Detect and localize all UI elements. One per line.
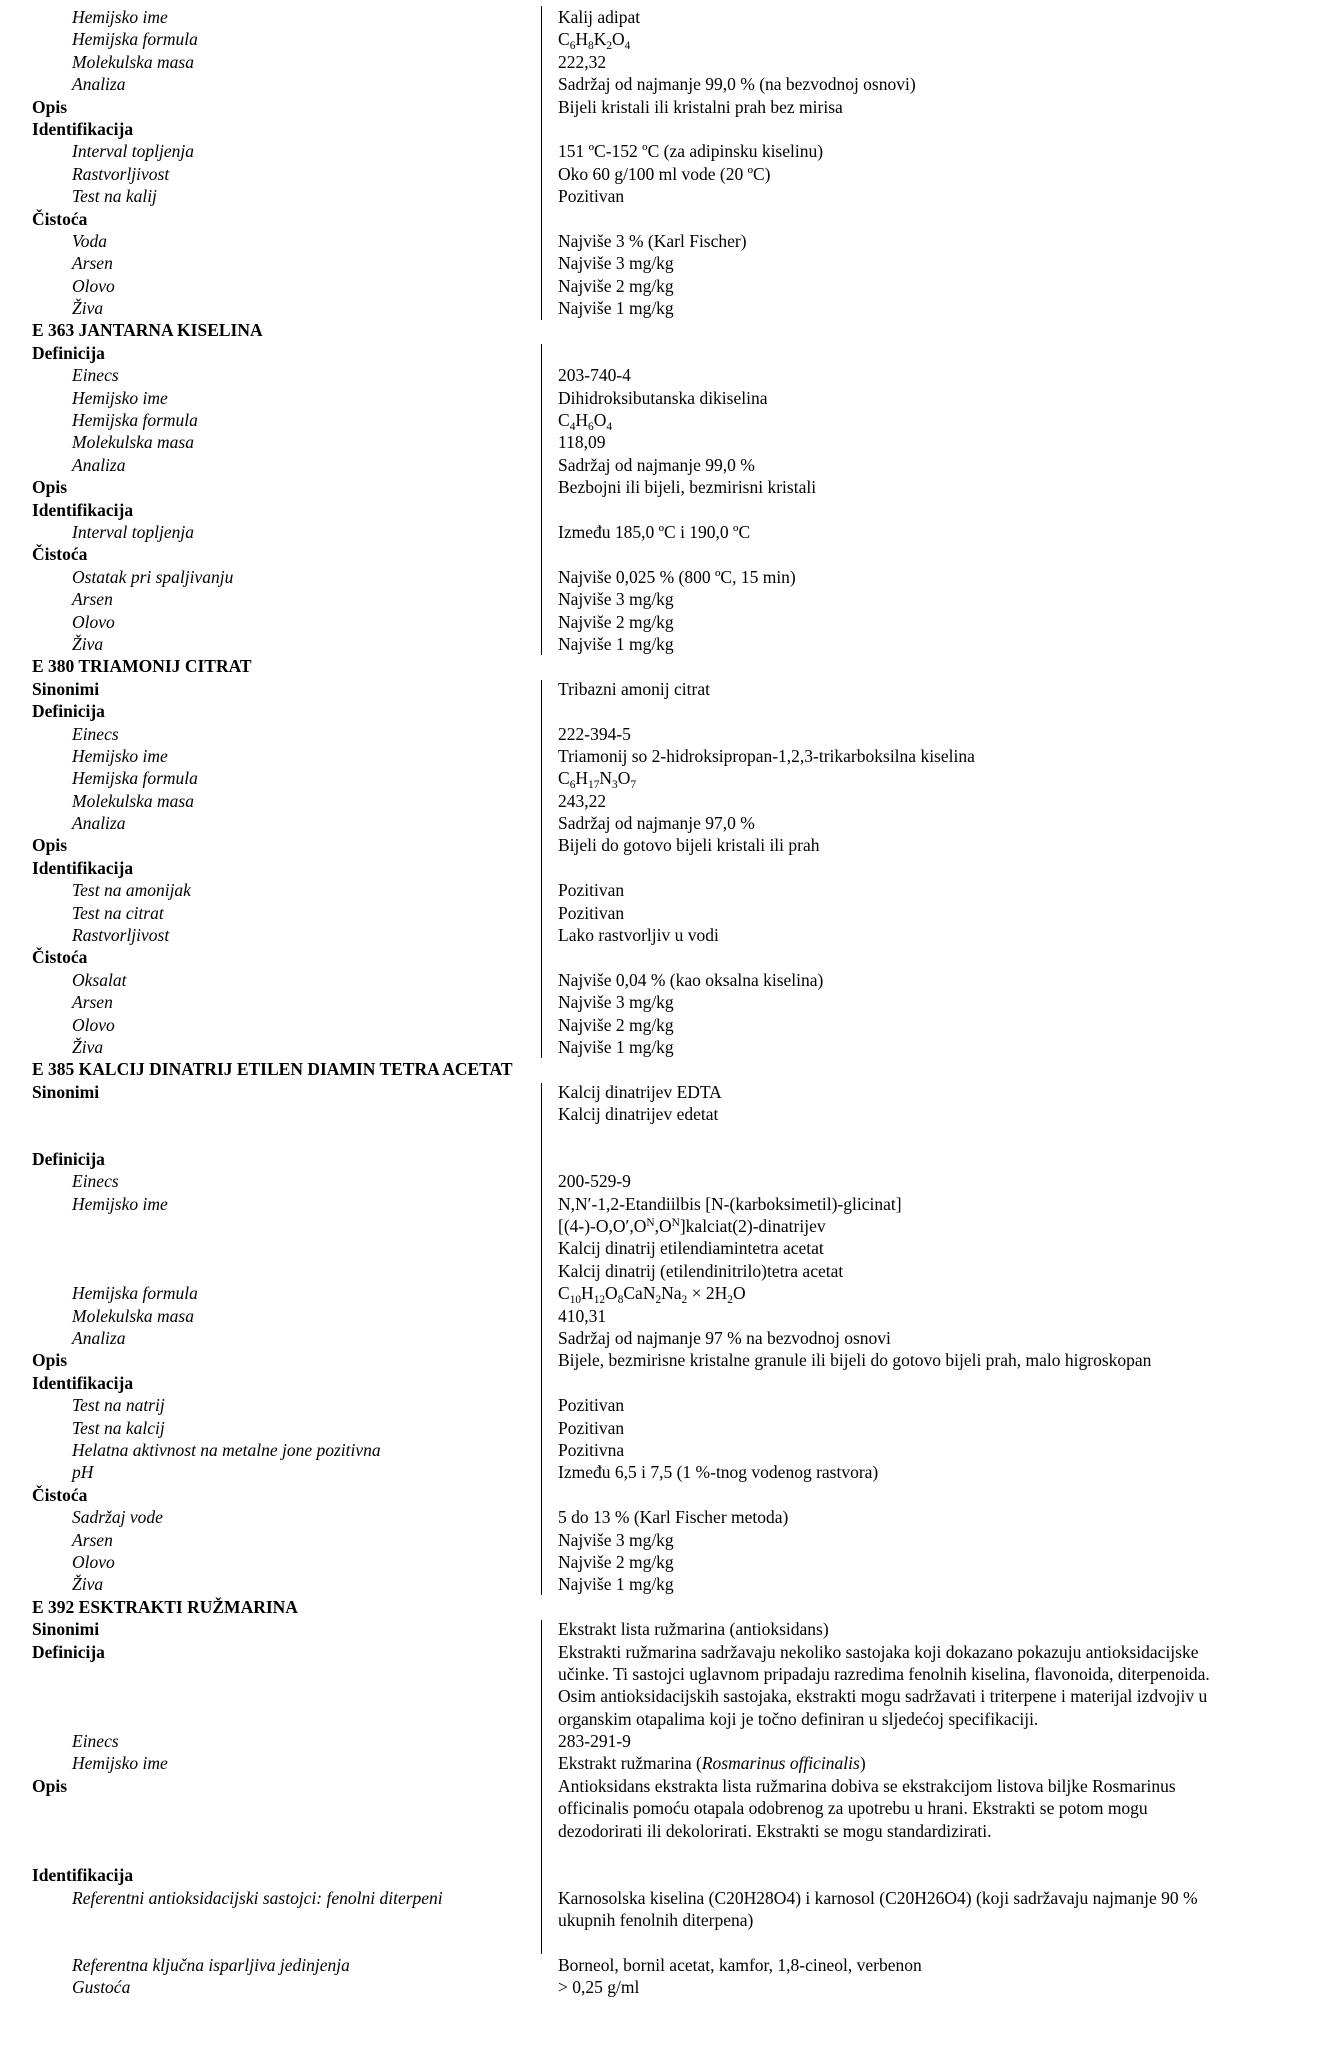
block-e385 <box>0 1081 1340 1596</box>
spec-row <box>0 1282 1340 1307</box>
paragraph-value: Antioksidans ekstrakta lista ružmarina dobiva se ekstrakcijom listova biljke Rosmarinus officinalis pomoću otapala odobrenog za upotrebu u hrani. Ekstrakti se potom mogu dezodorirati ili dekolorirati. Ekstrakti se mogu standardizirati. <box>558 1775 1176 1841</box>
row-value: Tribazni amonij citrat <box>558 678 710 699</box>
spec-row <box>0 1036 1340 1058</box>
spec-row <box>0 834 1340 856</box>
formula-value: $C_4H_6O_4$ <box>558 410 613 433</box>
row-value: Bijeli kristali ili kristalni prah bez mirisa <box>558 96 843 117</box>
spec-row <box>0 991 1340 1013</box>
spec-row <box>0 1349 1340 1371</box>
row-label: Sinonimi <box>32 1619 100 1640</box>
spec-row <box>0 118 1340 140</box>
formula-value: $C_6H_8K_2O_4$ <box>558 29 631 53</box>
row-value: Borneol, bornil acetat, kamfor, 1,8-cineol, verbenon <box>558 1954 922 1975</box>
spec-row <box>0 454 1340 476</box>
spec-row <box>0 1887 1340 1954</box>
spec-row <box>0 364 1340 386</box>
row-label: Oksalat <box>72 969 127 990</box>
spec-row <box>0 499 1340 521</box>
row-value: Kalij adipat <box>558 7 641 27</box>
spec-row <box>0 1193 1340 1215</box>
row-label: Einecs <box>72 1171 119 1192</box>
spec-row <box>0 387 1340 409</box>
row-label: Ostatak pri spaljivanju <box>72 566 234 587</box>
row-label: Hemijsko ime <box>72 387 168 408</box>
spec-row <box>0 1126 1340 1148</box>
spec-row <box>0 879 1340 901</box>
row-label: Hemijsko ime <box>72 7 168 27</box>
formula-value: $[(4-)-O,O',O^N,O^N]kalciat(2)$-dinatrijev <box>558 1216 826 1237</box>
spec-row <box>0 1237 1340 1259</box>
spec-row <box>0 1081 1340 1103</box>
row-value <box>558 700 1294 722</box>
row-label: Definicija <box>32 1641 105 1662</box>
row-label: Opis <box>32 835 68 856</box>
spec-row <box>0 51 1340 73</box>
spec-row <box>0 1103 1340 1125</box>
spec-row <box>0 1752 1340 1774</box>
row-value: 222,32 <box>558 51 607 72</box>
spec-row <box>0 543 1340 565</box>
row-value <box>558 946 1294 968</box>
row-value: 243,22 <box>558 790 607 811</box>
row-label: Olovo <box>72 275 115 296</box>
row-label: Opis <box>32 1350 68 1371</box>
row-value <box>558 1148 1294 1170</box>
row-label: Analiza <box>72 813 126 834</box>
row-label: Živa <box>72 298 104 319</box>
spec-row <box>0 611 1340 633</box>
spec-row <box>0 252 1340 274</box>
spec-row <box>0 1014 1340 1036</box>
spec-row <box>0 969 1340 991</box>
spec-row <box>0 924 1340 946</box>
row-value: Bijele, bezmirisne kristalne granule ili bijeli do gotovo bijeli prah, malo higroskopan <box>558 1350 1152 1371</box>
spec-row <box>0 946 1340 968</box>
row-value: 283-291-9 <box>558 1731 631 1752</box>
row-value: Najviše 2 mg/kg <box>558 1014 674 1035</box>
row-label: Rastvorljivost <box>72 163 170 184</box>
block-e363 <box>0 342 1340 655</box>
row-label: Gustoća <box>72 1977 131 1998</box>
row-value: 118,09 <box>558 432 606 453</box>
row-value: 410,31 <box>558 1305 607 1326</box>
spec-row <box>0 521 1340 543</box>
row-value <box>558 118 1294 140</box>
row-value: Sadržaj od najmanje 97 % na bezvodnoj osnovi <box>558 1328 891 1349</box>
spec-row <box>0 812 1340 834</box>
row-label: Opis <box>32 477 68 498</box>
row-label: Olovo <box>72 1014 115 1035</box>
row-label: Interval topljenja <box>72 141 194 162</box>
paragraph-value: Karnosolska kiselina (C20H28O4) i karnosol (C20H26O4) (koji sadržavaju najmanje 90 % ukupnih fenolnih diterpena) <box>558 1887 1198 1931</box>
row-label: Analiza <box>72 1328 126 1349</box>
row-label: Živa <box>72 1574 104 1595</box>
spec-row <box>0 767 1340 792</box>
row-label: Identifikacija <box>32 118 134 139</box>
row-label: Rastvorljivost <box>72 925 170 946</box>
block-e380 <box>0 678 1340 1059</box>
row-value: Bijeli do gotovo bijeli kristali ili prah <box>558 835 820 856</box>
spec-row <box>0 275 1340 297</box>
row-label: Identifikacija <box>32 499 134 520</box>
spec-row <box>0 208 1340 230</box>
block-e392 <box>0 1618 1340 1999</box>
row-label: Hemijska formula <box>72 1283 198 1304</box>
row-value <box>558 1372 1294 1394</box>
row-value: Između 6,5 i 7,5 (1 %-tnog vodenog rastvora) <box>558 1462 879 1483</box>
row-value: Kalcij dinatrij (etilendinitrilo)tetra acetat <box>558 1260 844 1281</box>
row-value: Oko 60 g/100 ml vode (20 ºC) <box>558 163 771 184</box>
spec-row <box>0 1215 1340 1237</box>
spec-row <box>0 633 1340 655</box>
row-value: Lako rastvorljiv u vodi <box>558 925 719 946</box>
spec-row <box>0 1170 1340 1192</box>
spec-row <box>0 1954 1340 1976</box>
row-value: Najviše 1 mg/kg <box>558 1574 674 1595</box>
row-value <box>558 1484 1294 1506</box>
row-value: Kalcij dinatrijev EDTA <box>558 1081 722 1102</box>
spec-row <box>0 185 1340 207</box>
row-value <box>558 543 1294 565</box>
spec-row <box>0 1327 1340 1349</box>
spec-row <box>0 1573 1340 1595</box>
row-label: Identifikacija <box>32 857 134 878</box>
row-label: Identifikacija <box>32 1865 134 1886</box>
row-value: Najviše 3 mg/kg <box>558 1529 674 1550</box>
spec-row <box>0 1394 1340 1416</box>
row-label: Čistoća <box>32 208 88 229</box>
row-label: Molekulska masa <box>72 432 194 453</box>
spec-row <box>0 1551 1340 1573</box>
row-label: Olovo <box>72 611 115 632</box>
row-value: Najviše 2 mg/kg <box>558 611 674 632</box>
spec-row <box>0 1372 1340 1394</box>
row-value: Sadržaj od najmanje 97,0 % <box>558 813 755 834</box>
row-label: Analiza <box>72 454 126 475</box>
row-value: Najviše 0,04 % (kao oksalna kiselina) <box>558 969 824 990</box>
section-heading: E 363 JANTARNA KISELINA <box>32 320 263 341</box>
row-label: Molekulska masa <box>72 790 194 811</box>
row-label: Opis <box>32 96 68 117</box>
row-value: 203-740-4 <box>558 365 631 386</box>
row-value: 5 do 13 % (Karl Fischer metoda) <box>558 1507 789 1528</box>
spec-row <box>0 297 1340 319</box>
spec-row <box>0 140 1340 162</box>
row-value: Kalcij dinatrij etilendiamintetra acetat <box>558 1238 824 1259</box>
row-value: Sadržaj od najmanje 99,0 % <box>558 454 755 475</box>
row-value: Najviše 3 mg/kg <box>558 992 674 1013</box>
row-label: Analiza <box>72 74 126 95</box>
row-label: Hemijska formula <box>72 768 198 789</box>
row-label: Sinonimi <box>32 678 100 699</box>
row-label: Test na kalij <box>72 186 157 207</box>
spec-row <box>0 790 1340 812</box>
row-value: Između 185,0 ºC i 190,0 ºC <box>558 521 751 542</box>
spec-row <box>0 1148 1340 1170</box>
row-label: Sadržaj vode <box>72 1507 163 1528</box>
row-label: Arsen <box>72 992 113 1013</box>
row-value: Ekstrakt ružmarina (Rosmarinus officinalis) <box>558 1753 866 1774</box>
row-label: Hemijsko ime <box>72 1193 168 1214</box>
row-label: Definicija <box>32 701 105 722</box>
spec-row <box>0 96 1340 118</box>
row-label: Einecs <box>72 1731 119 1752</box>
spec-row <box>0 1305 1340 1327</box>
row-label: Olovo <box>72 1551 115 1572</box>
formula-value: $C_6H_{17}N_3O_7$ <box>558 768 637 792</box>
row-label: Voda <box>72 230 107 251</box>
row-value: Pozitivna <box>558 1440 625 1460</box>
row-value: Najviše 2 mg/kg <box>558 275 674 296</box>
spec-row <box>0 28 1340 53</box>
row-value <box>558 857 1294 879</box>
section-heading: E 380 TRIAMONIJ CITRAT <box>32 656 252 677</box>
spec-row <box>0 1976 1340 1998</box>
row-value <box>558 1126 1294 1148</box>
row-value: 222-394-5 <box>558 723 631 744</box>
section-heading: E 385 KALCIJ DINATRIJ ETILEN DIAMIN TETRA ACETAT <box>32 1059 513 1080</box>
spec-row <box>0 678 1340 700</box>
row-label: Hemijsko ime <box>72 1753 168 1774</box>
section-heading: E 392 ESKTRAKTI RUŽMARINA <box>32 1596 298 1617</box>
row-label: Test na citrat <box>72 902 164 923</box>
row-value: Pozitivan <box>558 1395 625 1416</box>
row-label: Opis <box>32 1775 68 1796</box>
spec-row <box>0 73 1340 95</box>
spec-row <box>0 6 1340 28</box>
row-label: Živa <box>72 633 104 654</box>
row-label: Interval topljenja <box>72 521 194 542</box>
row-label: Arsen <box>72 1529 113 1550</box>
spec-row <box>0 1618 1340 1640</box>
spec-row <box>0 1506 1340 1528</box>
spec-row <box>0 1529 1340 1551</box>
row-value: Najviše 2 mg/kg <box>558 1551 674 1572</box>
spec-row <box>0 1260 1340 1282</box>
spec-row <box>0 1484 1340 1506</box>
row-value: Pozitivan <box>558 880 625 901</box>
row-label: Molekulska masa <box>72 1305 194 1326</box>
spec-row <box>0 1439 1340 1461</box>
spec-row <box>0 409 1340 431</box>
row-value <box>558 208 1294 230</box>
row-label: Živa <box>72 1036 104 1057</box>
row-value: Bezbojni ili bijeli, bezmirisni kristali <box>558 477 817 498</box>
row-value: 200-529-9 <box>558 1171 631 1192</box>
row-label: Referentna ključna isparljiva jedinjenja <box>72 1954 350 1975</box>
spec-row <box>0 700 1340 722</box>
spec-row <box>0 745 1340 767</box>
row-label: Einecs <box>72 723 119 744</box>
row-label: Arsen <box>72 253 113 274</box>
spec-row <box>0 1461 1340 1483</box>
row-value: Najviše 3 % (Karl Fischer) <box>558 230 747 251</box>
row-label: Definicija <box>32 342 105 363</box>
row-label: Čistoća <box>32 947 88 968</box>
row-label: Molekulska masa <box>72 51 194 72</box>
row-value: Triamonij so 2-hidroksipropan-1,2,3-trikarboksilna kiselina <box>558 745 975 766</box>
row-value: Najviše 1 mg/kg <box>558 1036 674 1057</box>
row-label: Sinonimi <box>32 1081 100 1102</box>
row-label: Hemijska formula <box>72 410 198 431</box>
row-value <box>558 499 1294 521</box>
spec-row <box>0 1641 1340 1731</box>
row-label: Helatna aktivnost na metalne jone pozitivna <box>72 1440 381 1460</box>
formula-value: $C_{10}H_{12}O_8CaN_2Na_2 \times 2H_2O$ <box>558 1283 746 1307</box>
row-label: Referentni antioksidacijski sastojci: fenolni diterpeni <box>72 1887 443 1908</box>
row-label: Test na amonijak <box>72 880 191 901</box>
spec-row <box>0 163 1340 185</box>
row-value: Najviše 3 mg/kg <box>558 253 674 274</box>
row-label: Hemijska formula <box>72 29 198 50</box>
row-value: Pozitivan <box>558 902 625 923</box>
spec-row <box>0 1864 1340 1886</box>
spec-row <box>0 1775 1340 1865</box>
spec-row <box>0 902 1340 924</box>
row-value: Najviše 3 mg/kg <box>558 589 674 610</box>
row-label: Arsen <box>72 589 113 610</box>
spec-row <box>0 342 1340 364</box>
row-label: Čistoća <box>32 544 88 565</box>
paragraph-value: Ekstrakti ružmarina sadržavaju nekoliko sastojaka koji dokazano pokazuju antioksidacijske učinke. Ti sastojci uglavnom pripadaju razredima fenolnih kiselina, flavonoida, diterpenoida. Osim antioksidacijskih sastojaka, ekstrakti mogu sadržavati i triterpene i materijal izdvojiv u organskim otapalima koji je točno definiran u sljedećoj specifikaciji. <box>558 1641 1210 1729</box>
spec-row <box>0 476 1340 498</box>
row-label: Hemijsko ime <box>72 745 168 766</box>
row-value: Najviše 1 mg/kg <box>558 633 674 654</box>
row-label: Test na kalcij <box>72 1417 165 1438</box>
row-label: Definicija <box>32 1148 105 1169</box>
row-value <box>558 342 1294 364</box>
spec-row <box>0 431 1340 453</box>
spec-row <box>0 1730 1340 1752</box>
row-value: N,N′-1,2-Etandiilbis [N-(karboksimetil)-glicinat] <box>558 1193 902 1214</box>
row-value: Sadržaj od najmanje 99,0 % (na bezvodnoj osnovi) <box>558 74 916 95</box>
row-value: Pozitivan <box>558 1417 625 1438</box>
row-value: Ekstrakt lista ružmarina (antioksidans) <box>558 1619 829 1640</box>
row-label: Einecs <box>72 365 119 386</box>
row-value: Dihidroksibutanska dikiselina <box>558 387 768 408</box>
row-value: Kalcij dinatrijev edetat <box>558 1104 719 1125</box>
row-value: Najviše 0,025 % (800 ºC, 15 min) <box>558 566 796 587</box>
spec-row <box>0 566 1340 588</box>
spec-row <box>0 857 1340 879</box>
row-value: Pozitivan <box>558 186 625 207</box>
row-label: Čistoća <box>32 1484 88 1505</box>
row-value <box>558 1864 1294 1886</box>
row-value: Najviše 1 mg/kg <box>558 298 674 319</box>
row-label: Identifikacija <box>32 1372 134 1393</box>
row-label: pH <box>72 1462 94 1483</box>
spec-row <box>0 723 1340 745</box>
row-label: Test na natrij <box>72 1395 165 1416</box>
spec-row <box>0 588 1340 610</box>
block-kalij-adipat <box>0 6 1340 319</box>
row-value: > 0,25 g/ml <box>558 1977 640 1998</box>
spec-row <box>0 1417 1340 1439</box>
row-value: 151 ºC-152 ºC (za adipinsku kiselinu) <box>558 141 824 162</box>
specification-document <box>0 6 1340 1999</box>
spec-row <box>0 230 1340 252</box>
